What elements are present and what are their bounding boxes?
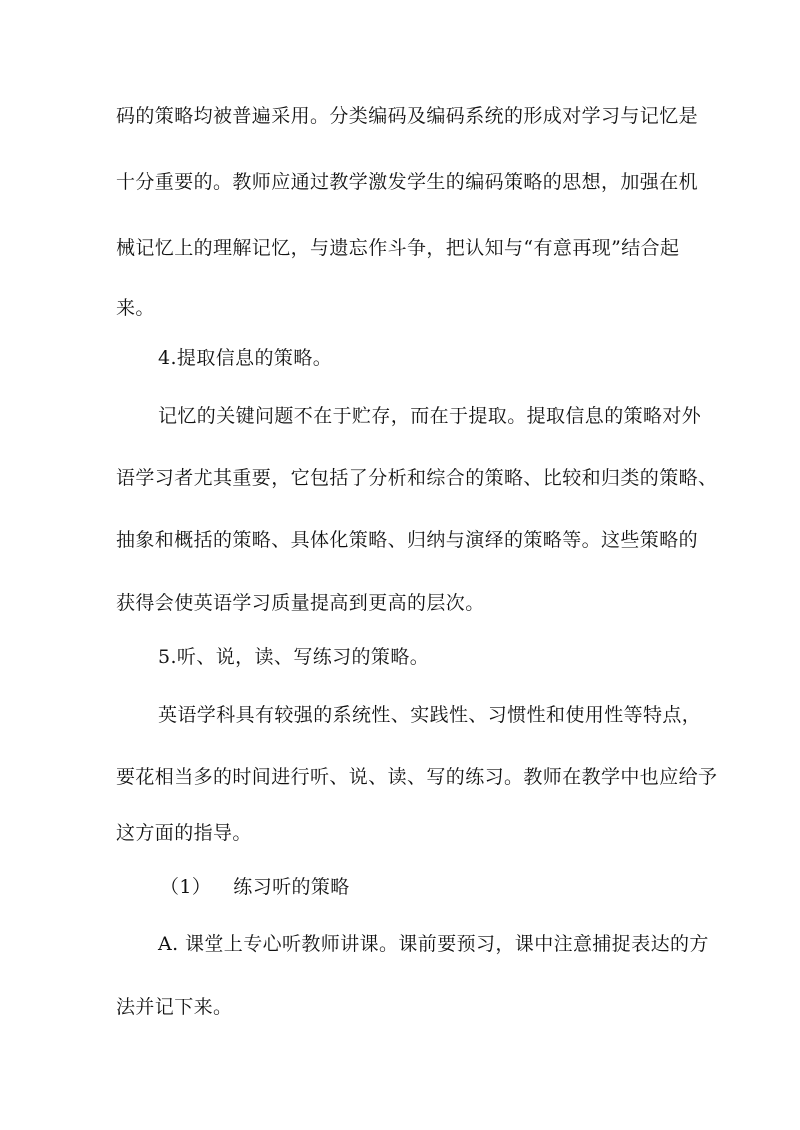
paragraph-line: 来。	[116, 297, 155, 319]
paragraph-line: 抽象和概括的策略、具体化策略、归纳与演绎的策略等。这些策略的	[116, 529, 699, 551]
paragraph-line: 这方面的指导。	[116, 822, 252, 844]
section-heading: 4.提取信息的策略。	[158, 347, 333, 369]
paragraph-line: 法并记下来。	[116, 996, 233, 1018]
paragraph-line: 语学习者尤其重要，它包括了分析和综合的策略、比较和归类的策略、	[116, 467, 718, 489]
paragraph-line: 要花相当多的时间进行听、说、读、写的练习。教师在教学中也应给予	[116, 766, 718, 788]
list-heading	[160, 875, 350, 899]
list-heading-text: 练习听的策略	[233, 876, 350, 898]
paragraph-line: 记忆的关键问题不在于贮存，而在于提取。提取信息的策略对外	[158, 405, 702, 427]
paragraph-line: 械记忆上的理解记忆，与遗忘作斗争，把认知与“有意再现”结合起	[116, 237, 680, 259]
paragraph-line: 码的策略均被普遍采用。分类编码及编码系统的形成对学习与记忆是	[116, 105, 699, 127]
paragraph-line: A. 课堂上专心听教师讲课。课前要预习，课中注意捕捉表达的方	[158, 933, 709, 955]
section-heading: 5.听、说，读、写练习的策略。	[158, 646, 430, 668]
paragraph-line: 英语学科具有较强的系统性、实践性、习惯性和使用性等特点，	[158, 704, 702, 726]
paragraph-line: 十分重要的。教师应通过教学激发学生的编码策略的思想，加强在机	[116, 171, 699, 193]
paragraph-line: 获得会使英语学习质量提高到更高的层次。	[116, 592, 485, 614]
list-number: （1）	[160, 876, 212, 898]
